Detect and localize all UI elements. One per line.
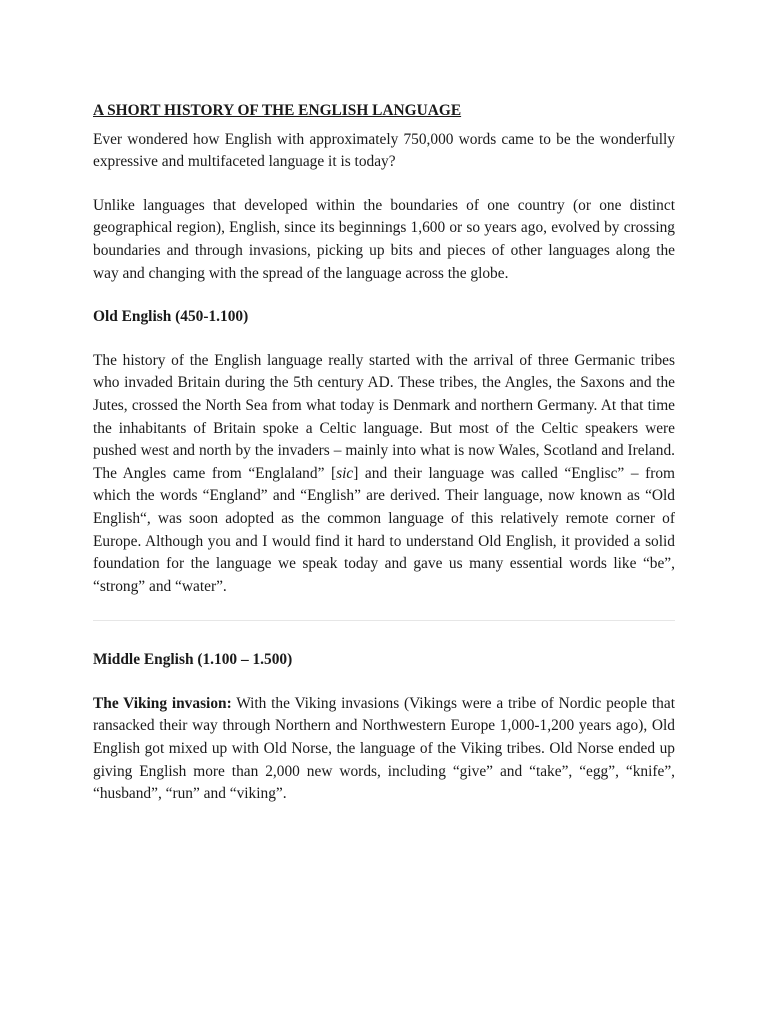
spacer xyxy=(93,285,675,306)
sic-annotation: sic xyxy=(336,464,354,482)
old-english-heading: Old English (450-1.100) xyxy=(93,308,249,326)
spacer xyxy=(93,329,675,350)
spacer xyxy=(93,672,675,693)
middle-english-heading: Middle English (1.100 – 1.500) xyxy=(93,651,293,669)
boundaries-paragraph: Unlike languages that developed within the boundaries of one country (or one distinct geographical region), English, since its beginnings 1,600 or so years ago, evolved by crossing boundaries and through invasions, picking up bits and pieces of other languages along the way and changing with the spread of the language across the globe. xyxy=(93,196,675,282)
document-title: A SHORT HISTORY OF THE ENGLISH LANGUAGE xyxy=(93,102,462,119)
viking-paragraph xyxy=(93,693,675,806)
spacer xyxy=(93,174,675,195)
viking-lead: The Viking invasion: xyxy=(93,694,232,712)
old-english-text-part1: The history of the English language really started with the arrival of three Germanic tribes who invaded Britain during the 5th century AD. These tribes, the Angles, the Saxons and the Jutes, crossed the North Sea from what today is Denmark and northern Germany. At that time the inhabitants of Britain spoke a Celtic language. But most of the Celtic speakers were pushed west and north by the invaders – mainly into what is now Wales, Scotland and Ireland. The Angles came from “Englaland” [ xyxy=(93,351,675,482)
viking-text: With the Viking invasions (Vikings were a tribe of Nordic people that ransacked their way through Northern and Northwestern Europe 1,000-1,200 years ago), Old English got mixed up with Old Norse, the language of the Viking tribes. Old Norse ended up giving English more than 2,000 new words, including “give” and “take”, “egg”, “knife”, “husband”, “run” and “viking”. xyxy=(93,694,675,803)
old-english-paragraph xyxy=(93,350,675,599)
intro-paragraph: Ever wondered how English with approximately 750,000 words came to be the wonderfully expressive and multifaceted language it is today? xyxy=(93,130,675,171)
document-page xyxy=(93,100,675,806)
spacer xyxy=(93,621,675,649)
old-english-text-part2: ] and their language was called “Englisc” – from which the words “England” and “English” are derived. Their language, now known as “Old English“, was soon adopted as the common language of this relatively remote corner of Europe. Although you and I would find it hard to understand Old English, it provided a solid foundation for the language we speak today and gave us many essential words like “be”, “strong” and “water”. xyxy=(93,464,676,595)
